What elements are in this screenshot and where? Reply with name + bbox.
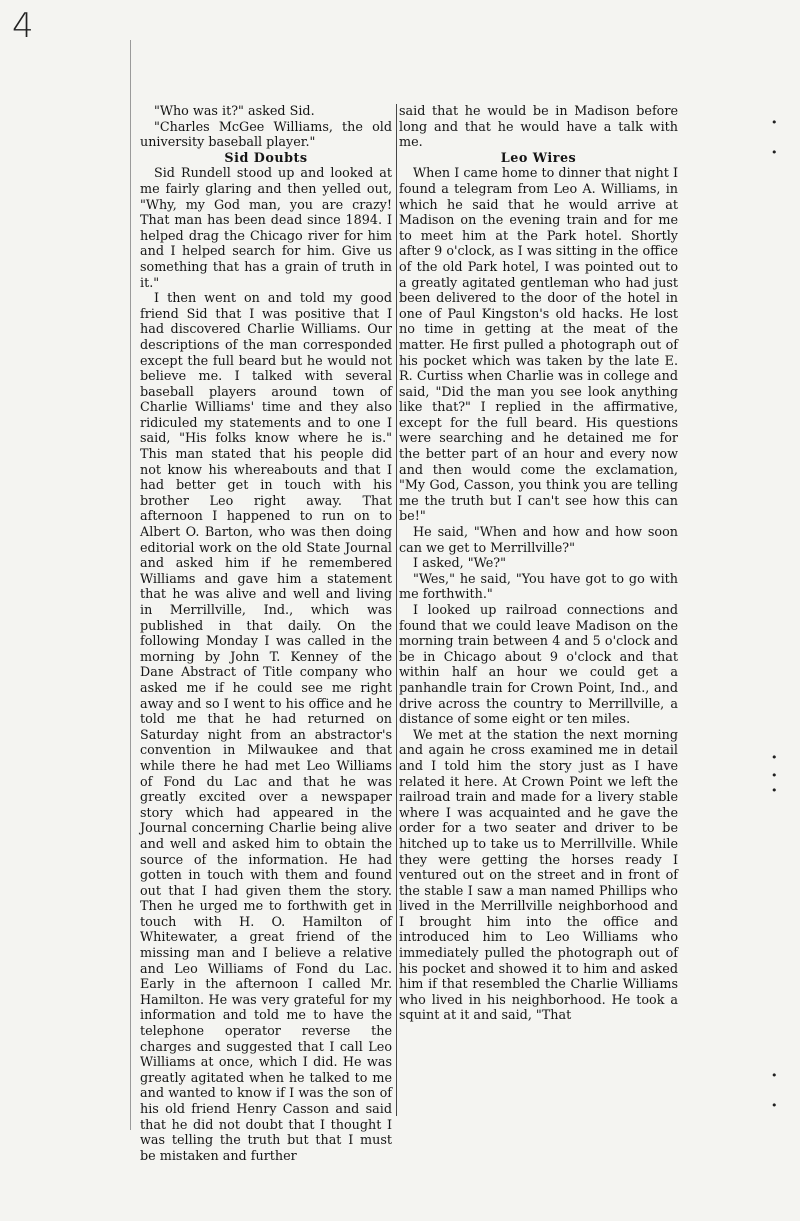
margin-mark: •	[771, 1069, 778, 1082]
left-column	[140, 104, 392, 1164]
margin-mark: •	[771, 116, 778, 129]
margin-rule	[130, 40, 131, 1130]
paragraph: said that he would be in Madison before long and that he would have a talk with me.	[399, 104, 678, 151]
paragraph: "Who was it?" asked Sid.	[154, 104, 315, 119]
section-heading: Sid Doubts	[224, 150, 308, 166]
paragraph: I then went on and told my good friend Sid that I was positive that I had discovered Charlie Williams. Our descriptions of the man corresponded except the full beard but he would not believe me. I talked with several baseball players around town of Charlie Williams' time and they also ridiculed my statements and to one I said, "His folks know where he is." This man stated that his people did not know his whereabouts and that I had better get in touch with his brother Leo right away. That afternoon I happened to run on to Albert O. Barton, who was then doing editorial work on the old State Journal and asked him if he remembered Williams and gave him a statement that he was alive and well and living in Merrillville, Ind., which was published in that daily. On the following Monday I was called in the morning by John T. Kenney of the Dane Abstract of Title company who asked me if he could see me right away and so I went to his office and he told me that he had returned on Saturday night from an abstractor's convention in Milwaukee and that while there he had met Leo Williams of Fond du Lac and that he was greatly excited over a newspaper story which had appeared in the Journal concerning Charlie being alive and well and asked him to obtain the source of the information. He had gotten in touch with them and found out that I had given them the story. Then he urged me to forthwith get in touch with H. O. Hamilton of Whitewater, a great friend of the missing man and I believe a relative and Leo Williams of Fond du Lac. Early in the afternoon I called Mr. Hamilton. He was very grateful for my information and told me to have the telephone operator reverse the charges and suggested that I call Leo Williams at once, which I did. He was greatly agitated when he talked to me and wanted to know if I was the son of his old friend Henry Casson and said that he did not doubt that I thought I was telling the truth but that I must be mistaken and further	[140, 291, 392, 1164]
paragraph: I looked up railroad connections and found that we could leave Madison on the morning train between 4 and 5 o'clock and be in Chicago about 9 o'clock and that within half an hour we could get a panhandle train for Crown Point, Ind., and drive across the country to Merrillville, a distance of some eight or ten miles.	[399, 603, 678, 728]
paragraph: We met at the station the next morning and again he cross examined me in detail and I told him the story just as I have related it here. At Crown Point we left the railroad train and made for a livery stable where I was acquainted and he gave the order for a two seater and driver to be hitched up to take us to Merrillville. While they were getting the horses ready I ventured out on the street and in front of the stable I saw a man named Phillips who lived in the Merrillville neighborhood and I brought him into the office and introduced him to Leo Williams who immediately pulled the photograph out of his pocket and showed it to him and asked him if that resembled the Charlie Williams who lived in his neighborhood. He took a squint at it and said, "That	[399, 727, 678, 1024]
paragraph: I asked, "We?"	[413, 556, 506, 572]
paragraph: Sid Rundell stood up and looked at me fairly glaring and then yelled out, "Why, my God man, you are crazy! That man has been dead since 1894. I helped drag the Chicago river for him and I helped search for him. Give us something that has a grain of truth in it."	[140, 166, 392, 291]
margin-mark: •	[771, 751, 778, 764]
section-heading: Leo Wires	[500, 150, 577, 166]
paragraph: When I came home to dinner that night I found a telegram from Leo A. Williams, in which he said that he would arrive at Madison on the evening train and for me to meet him at the Park hotel. Shortly after 9 o'clock, as I was sitting in the office of the old Park hotel, I was pointed out to a greatly agitated gentleman who had just been delivered to the door of the hotel in one of Paul Kingston's old hacks. He lost no time in getting at the meat of the matter. He first pulled a photograph out of his pocket which was taken by the late E. R. Curtiss when Charlie was in college and said, "Did the man you see look anything like that?" I replied in the affirmative, except for the full beard. His questions were searching and he detained me for the better part of an hour and every now and then would come the exclamation, "My God, Casson, you think you are telling me the truth but I can't see how this can be!"	[399, 166, 678, 525]
paragraph: "Wes," he said, "You have got to go with me forthwith."	[399, 571, 678, 603]
page-number: 4	[12, 6, 34, 46]
margin-mark: •	[771, 769, 778, 782]
margin-mark: •	[771, 784, 778, 797]
margin-mark: •	[771, 146, 778, 159]
margin-mark: •	[771, 1099, 778, 1112]
paragraph: "Charles McGee Williams, the old university baseball player."	[140, 119, 392, 151]
column-divider	[396, 104, 397, 1116]
right-column	[399, 104, 678, 1024]
paragraph: He said, "When and how and how soon can we get to Merrillville?"	[399, 525, 678, 556]
